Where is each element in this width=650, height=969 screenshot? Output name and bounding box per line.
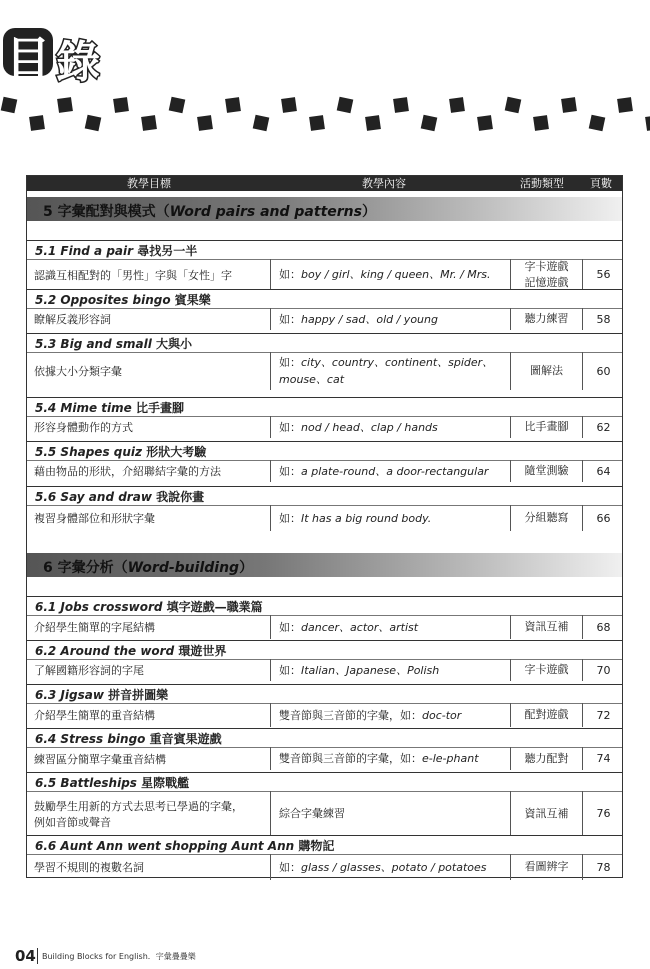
checker-border-decoration (0, 96, 650, 136)
activity-row (27, 333, 622, 389)
page-number: 76 (582, 791, 624, 836)
activity-content: 如：a plate-round、a door-rectangular (270, 460, 510, 482)
activity-row (27, 596, 622, 638)
activity-title: 6.3 Jigsaw 拼音拼圖樂 (35, 688, 169, 702)
page-number: 62 (582, 416, 624, 438)
activity-description: 依據大小分類字彙 (34, 365, 122, 378)
page-title-rest: 錄 (56, 37, 100, 88)
activity-title: 5.2 Opposites bingo 賓果樂 (35, 293, 211, 307)
activity-description: 練習區分簡單字彙重音結構 (34, 752, 166, 766)
checker-square (589, 115, 606, 132)
activity-title: 6.2 Around the word 環遊世界 (35, 644, 227, 658)
activity-row (27, 289, 622, 329)
checker-square (365, 115, 381, 131)
section-header-6 (27, 553, 622, 577)
activity-description: 形容身體動作的方式 (34, 421, 133, 434)
activity-title: 5.4 Mime time 比手畫腳 (35, 401, 185, 415)
activity-row (27, 728, 622, 769)
activity-content: 如：city、country、continent、spider、 mouse、cat (270, 352, 510, 390)
checker-square (141, 115, 157, 131)
checker-square (169, 97, 186, 114)
activity-type: 聽力配對 (510, 747, 582, 770)
activity-type: 圖解法 (510, 352, 582, 390)
checker-square (337, 97, 354, 114)
activity-type: 配對遊戲 (510, 703, 582, 727)
checker-square (645, 115, 650, 131)
page-number: 78 (582, 854, 624, 880)
activity-row (27, 397, 622, 437)
activity-title: 5.5 Shapes quiz 形狀大考驗 (35, 445, 207, 459)
activity-title: 5.6 Say and draw 我說你畫 (35, 490, 205, 504)
checker-square (393, 97, 409, 113)
checker-square (505, 97, 522, 114)
activity-description: 介紹學生簡單的重音結構 (34, 709, 155, 722)
page-number: 70 (582, 659, 624, 681)
activity-type: 比手畫腳 (510, 416, 582, 438)
page-number: 64 (582, 460, 624, 482)
checker-square (617, 97, 633, 113)
page-number: 74 (582, 747, 624, 770)
activity-description: 複習身體部位和形狀字彙 (34, 512, 155, 525)
activity-type: 隨堂測驗 (510, 460, 582, 482)
activity-description: 學習不規則的複數名詞 (34, 861, 144, 874)
activity-content: 如：Italian、Japanese、Polish (270, 659, 510, 681)
activity-title: 5.3 Big and small 大與小 (35, 337, 193, 351)
activity-content: 雙音節與三音節的字彙，如：doc-tor (270, 703, 510, 727)
activity-row (27, 441, 622, 481)
footer-divider (37, 948, 38, 964)
activity-type: 資訊互補 (510, 791, 582, 836)
activity-type: 分組聽寫 (510, 505, 582, 531)
activity-content: 如：It has a big round body. (270, 505, 510, 531)
activity-type: 字卡遊戲 記憶遊戲 (510, 259, 582, 290)
header-content: 教學內容 (362, 177, 406, 190)
header-type: 活動類型 (520, 177, 564, 190)
checker-square (477, 115, 493, 131)
activity-description: 鼓勵學生用新的方式去思考已學過的字彙， 例如音節或聲音 (34, 799, 243, 829)
activity-type: 字卡遊戲 (510, 659, 582, 681)
activity-type: 聽力練習 (510, 308, 582, 330)
checker-square (57, 97, 73, 113)
activity-content: 如：glass / glasses、potato / potatoes (270, 854, 510, 880)
activity-content: 如：boy / girl、king / queen、Mr. / Mrs. (270, 259, 510, 290)
activity-row (27, 772, 622, 835)
footer-page-number: 04 (15, 947, 36, 965)
activity-description: 介紹學生簡單的字尾結構 (34, 621, 155, 634)
checker-square (309, 115, 325, 131)
activity-type: 資訊互補 (510, 615, 582, 639)
activity-description: 瞭解反義形容詞 (34, 313, 111, 326)
activity-content: 如：dancer、actor、artist (270, 615, 510, 639)
section-title: 6 字彙分析（Word-building） (43, 560, 254, 576)
header-page: 頁數 (590, 177, 612, 190)
column-header-row (27, 176, 622, 191)
activity-title: 6.4 Stress bingo 重音賓果遊戲 (35, 732, 222, 746)
section-title: 5 字彙配對與模式（Word pairs and patterns） (43, 204, 376, 220)
activity-description: 認識互相配對的「男性」字與「女性」字 (34, 268, 232, 282)
toc-table (26, 175, 623, 878)
header-goal: 教學目標 (127, 177, 171, 190)
checker-square (113, 97, 129, 113)
checker-square (533, 115, 549, 131)
checker-square (421, 115, 438, 132)
checker-square (561, 97, 577, 113)
page-number: 60 (582, 352, 624, 390)
activity-row (27, 640, 622, 680)
activity-content: 如：happy / sad、old / young (270, 308, 510, 330)
checker-square (253, 115, 270, 132)
checker-square (281, 97, 297, 113)
activity-row (27, 240, 622, 289)
activity-title: 6.6 Aunt Ann went shopping Aunt Ann 購物記 (35, 839, 335, 853)
footer-book-title: Building Blocks for English．字彙疊疊樂 (42, 952, 196, 961)
page-number: 72 (582, 703, 624, 727)
activity-description: 了解國籍形容詞的字尾 (34, 664, 144, 677)
activity-description: 藉由物品的形狀，介紹聯結字彙的方法 (34, 465, 221, 478)
activity-type: 看圖辨字 (510, 854, 582, 880)
activity-title: 6.1 Jobs crossword 填字遊戲—職業篇 (35, 600, 263, 614)
page-number: 66 (582, 505, 624, 531)
activity-content: 雙音節與三音節的字彙，如：e-le-phant (270, 747, 510, 770)
activity-title: 5.1 Find a pair 尋找另一半 (35, 244, 198, 258)
activity-row (27, 835, 622, 879)
page-number: 58 (582, 308, 624, 330)
activity-content: 如：nod / head、clap / hands (270, 416, 510, 438)
page-number: 56 (582, 259, 624, 290)
checker-square (225, 97, 241, 113)
checker-square (197, 115, 213, 131)
page-number: 68 (582, 615, 624, 639)
activity-row (27, 486, 622, 530)
activity-content: 綜合字彙練習 (270, 791, 510, 836)
checker-square (449, 97, 465, 113)
checker-square (1, 97, 18, 114)
activity-row (27, 684, 622, 726)
checker-square (85, 115, 102, 132)
page-title-main: 目 (6, 33, 50, 84)
checker-square (29, 115, 45, 131)
activity-title: 6.5 Battleships 星際戰艦 (35, 776, 190, 790)
section-header-5 (27, 197, 622, 221)
